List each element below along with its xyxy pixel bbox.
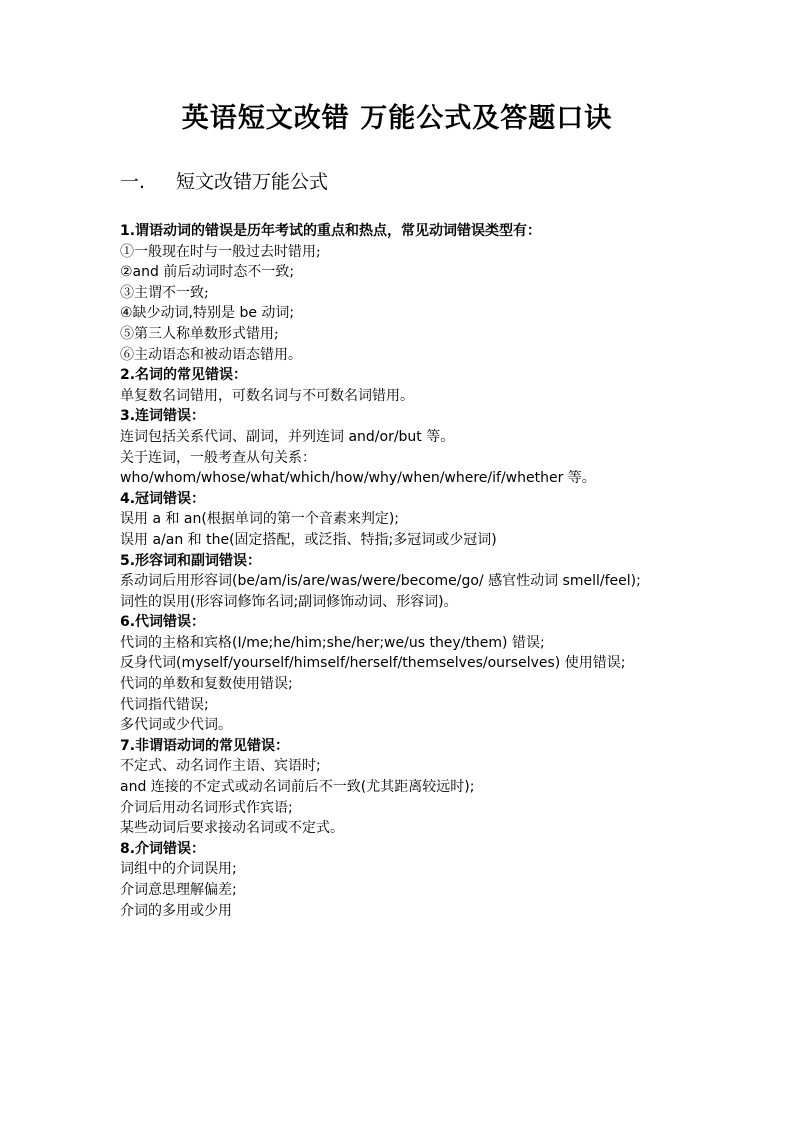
body-line: 词性的误用(形容词修饰名词;副词修饰动词、形容词)。 bbox=[120, 593, 458, 610]
body-line: 代词的主格和宾格(I/me;he/him;she/her;we/us they/them) 错误; bbox=[120, 634, 545, 651]
section-title: 短文改错万能公式 bbox=[176, 171, 329, 193]
item-heading: 4.冠词错误： bbox=[120, 490, 206, 507]
body-line: 误用 a 和 an(根据单词的第一个音素来判定); bbox=[120, 511, 400, 528]
item-heading: 2.名词的常见错误： bbox=[120, 367, 248, 384]
body-line: 代词的单数和复数使用错误; bbox=[120, 676, 293, 693]
section-heading bbox=[120, 169, 328, 195]
body-line: ④缺少动词,特别是 be 动词; bbox=[120, 305, 295, 322]
body-line: 单复数名词错用，可数名词与不可数名词错用。 bbox=[120, 387, 414, 404]
body-line: 反身代词(myself/yourself/himself/herself/themselves/ourselves) 使用错误; bbox=[120, 655, 626, 672]
body-line: 词组中的介词误用; bbox=[120, 861, 237, 878]
body-line: 误用 a/an 和 the(固定搭配，或泛指、特指;多冠词或少冠词) bbox=[120, 531, 497, 548]
item-heading: 7.非谓语动词的常见错误： bbox=[120, 737, 290, 754]
body-line: 介词意思理解偏差; bbox=[120, 882, 237, 898]
body-line: who/whom/whose/what/which/how/why/when/where/if/whether 等。 bbox=[120, 470, 596, 487]
item-heading: 3.连词错误： bbox=[120, 408, 206, 425]
body-line: 介词的多用或少用 bbox=[120, 902, 232, 919]
document-title: 英语短文改错 万能公式及答题口诀 bbox=[181, 103, 613, 134]
body-line: 不定式、动名词作主语、宾语时; bbox=[120, 758, 321, 775]
item-heading: 1.谓语动词的错误是历年考试的重点和热点，常见动词错误类型有： bbox=[120, 223, 542, 239]
item-heading: 5.形容词和副词错误： bbox=[120, 552, 262, 569]
item-heading: 6.代词错误： bbox=[120, 614, 206, 631]
body-line: 关于连词，一般考查从句关系： bbox=[120, 449, 316, 466]
body-line: 系动词后用形容词(be/am/is/are/was/were/become/go/ 感官性动词 smell/feel); bbox=[120, 573, 641, 590]
body-line: and 连接的不定式或动名词前后不一致(尤其距离较远时); bbox=[120, 779, 475, 796]
body-line: ③主谓不一致; bbox=[120, 284, 209, 301]
body-line: ②and 前后动词时态不一致; bbox=[120, 264, 295, 281]
body-line: 代词指代错误; bbox=[120, 696, 209, 713]
body-line: 多代词或少代词。 bbox=[120, 717, 232, 734]
body-line: ⑥主动语态和被动语态错用。 bbox=[120, 346, 302, 363]
body-line: ①一般现在时与一般过去时错用; bbox=[120, 243, 321, 260]
body-line: 介词后用动名词形式作宾语; bbox=[120, 799, 293, 816]
body-line: 某些动词后要求接动名词或不定式。 bbox=[120, 820, 344, 837]
item-heading: 8.介词错误： bbox=[120, 840, 206, 857]
body-line: 连词包括关系代词、副词，并列连词 and/or/but 等。 bbox=[120, 428, 455, 445]
document-body bbox=[120, 221, 720, 921]
section-number: 一. bbox=[120, 171, 146, 193]
body-line: ⑤第三人称单数形式错用; bbox=[120, 325, 279, 342]
